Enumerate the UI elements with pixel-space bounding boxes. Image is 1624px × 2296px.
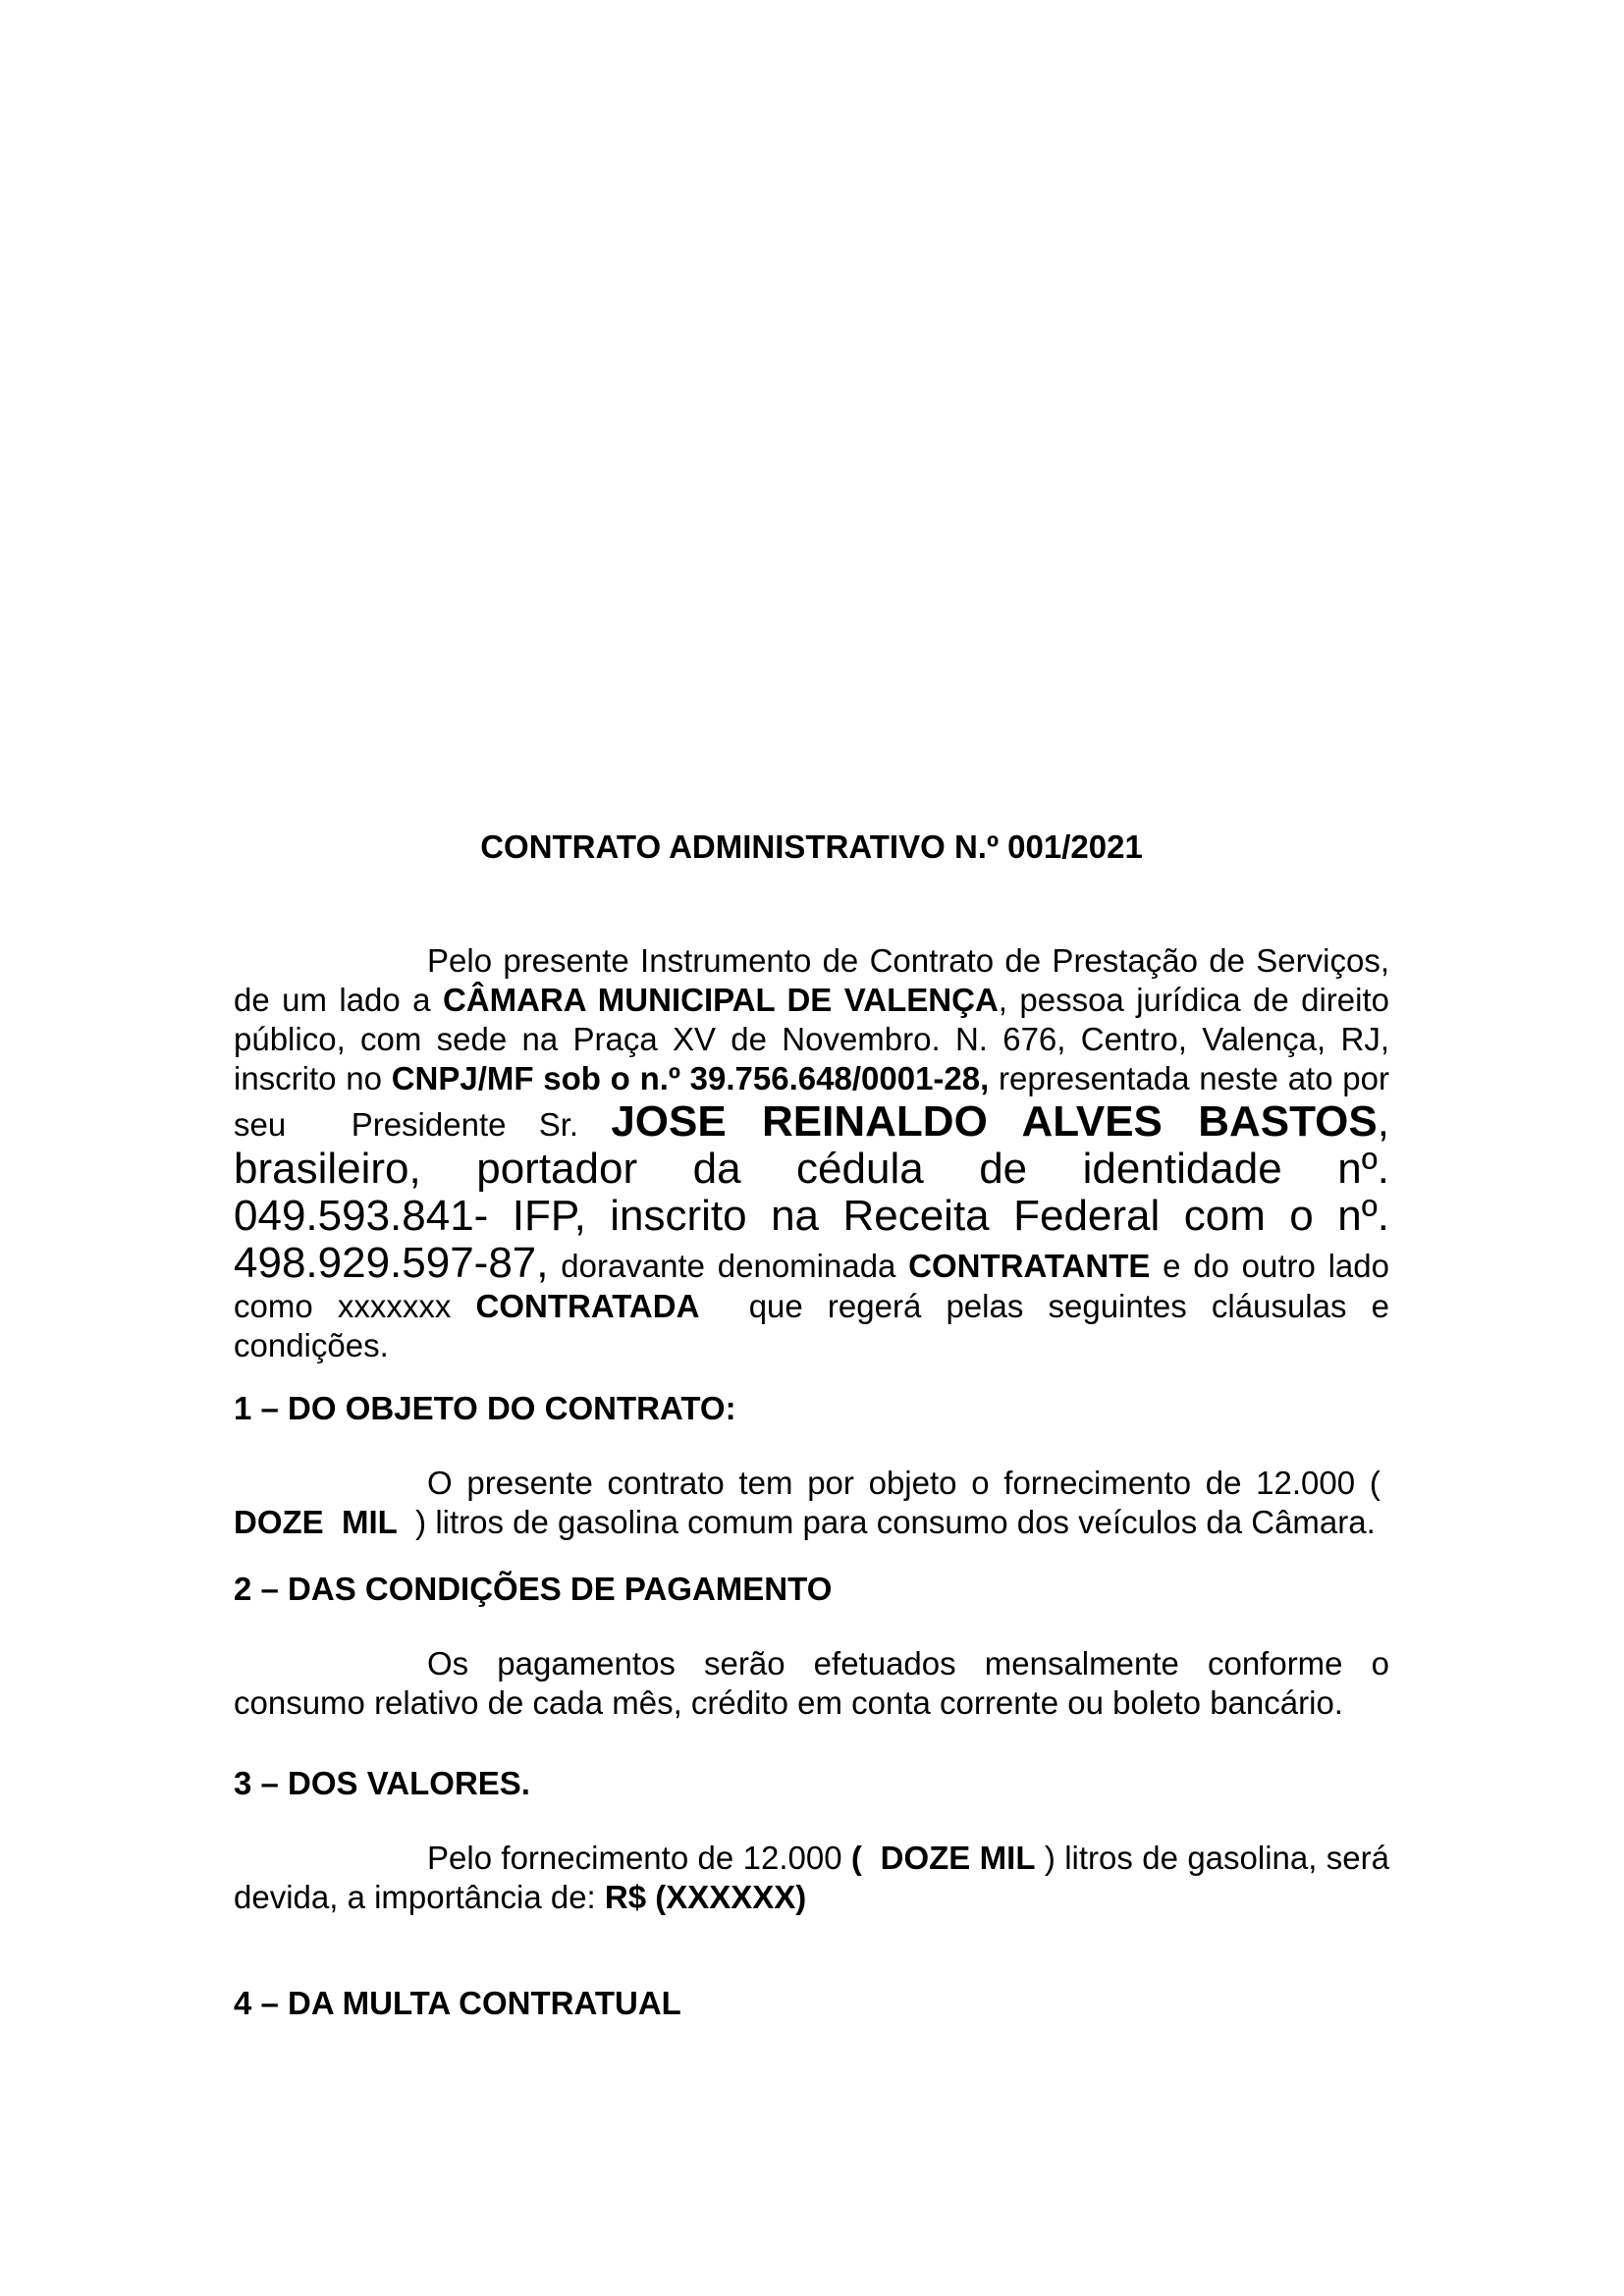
text-run: que regerá pelas seguintes cláusulas e condições. — [234, 1288, 1389, 1363]
section-values — [234, 1764, 1389, 1917]
text-run: CÂMARA MUNICIPAL DE VALENÇA — [442, 982, 999, 1018]
text-run: JOSE REINALDO ALVES BASTOS — [611, 1097, 1378, 1146]
text-run: e do outro lado como xxxxxxx — [234, 1248, 1389, 1324]
text-run: R$ (XXXXXX) — [604, 1879, 807, 1915]
section-contract-penalty — [234, 1984, 1389, 2023]
section-object — [234, 1389, 1389, 1542]
text-run: O presente contrato tem por objeto o fornecimento de 12.000 ( — [427, 1465, 1389, 1501]
text-run: ( DOZE MIL — [850, 1840, 1036, 1876]
text-run: representada neste ato por seu Presidente Sr. — [234, 1060, 1389, 1143]
section-4-heading: 4 – DA MULTA CONTRATUAL — [234, 1985, 681, 2021]
text-run: CONTRATANTE — [908, 1248, 1151, 1284]
section-3-heading: 3 – DOS VALORES. — [234, 1765, 530, 1801]
section-1-paragraph — [234, 1464, 1389, 1542]
intro-paragraph — [234, 941, 1389, 1365]
section-2-heading: 2 – DAS CONDIÇÕES DE PAGAMENTO — [234, 1571, 833, 1607]
text-run: CNPJ/MF sob o n.º 39.756.648/0001-28, — [391, 1060, 990, 1096]
text-run: ) litros de gasolina, será devida, a importância de: — [234, 1840, 1389, 1915]
document-title: CONTRATO ADMINISTRATIVO N.º 001/2021 — [480, 828, 1143, 865]
text-run: doravante denominada — [548, 1248, 909, 1284]
text-run: Pelo fornecimento de 12.000 — [427, 1840, 851, 1876]
text-run: CONTRATADA — [475, 1288, 700, 1324]
section-1-heading: 1 – DO OBJETO DO CONTRATO: — [234, 1390, 736, 1426]
text-run: Os pagamentos serão efetuados mensalmente conforme o consumo relativo de cada mês, crédito em conta corrente ou boleto bancário. — [234, 1645, 1389, 1721]
text-run: DOZE MIL — [234, 1504, 398, 1540]
text-run: ) litros de gasolina comum para consumo dos veículos da Câmara. — [397, 1504, 1376, 1540]
section-2-paragraph — [234, 1644, 1389, 1723]
text-run: Pelo presente Instrumento de Contrato de Prestação de Serviços, de um lado a — [234, 942, 1389, 1018]
section-payment-conditions — [234, 1570, 1389, 1723]
text-run: , brasileiro, portador da cédula de identidade nº. 049.593.841- IFP, inscrito na Receita Federal com o nº. 498.929.597-87, — [234, 1097, 1389, 1287]
text-run: , pessoa jurídica de direito público, com sede na Praça XV de Novembro. N. 676, Centro, Valença, RJ, inscrito no — [234, 982, 1389, 1096]
section-3-paragraph — [234, 1839, 1389, 1917]
